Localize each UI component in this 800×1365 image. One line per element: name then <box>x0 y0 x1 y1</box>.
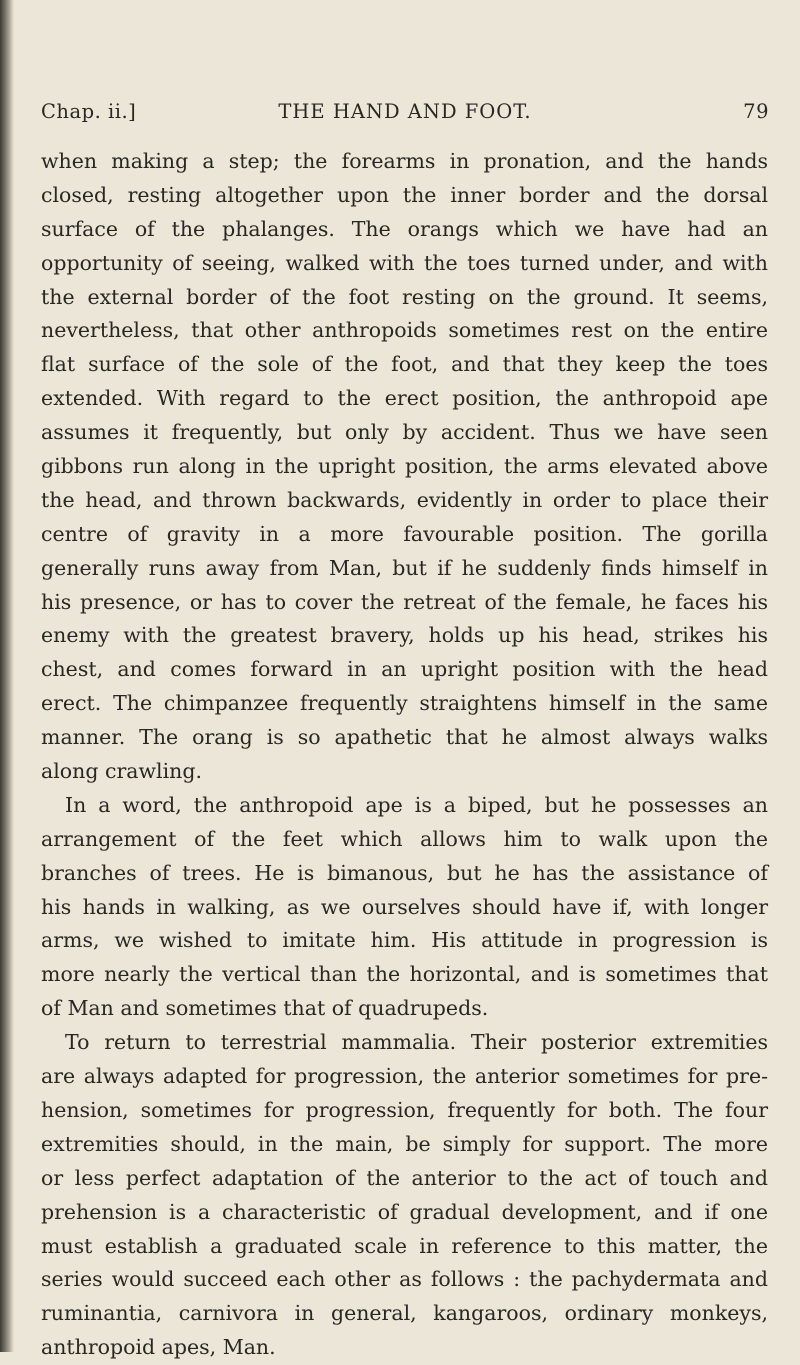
text-line: extended. With regard to the erect position, the anthropoid ape <box>41 386 768 411</box>
text-line: branches of trees. He is bimanous, but he has the assistance of <box>41 860 768 885</box>
text-line: anthropoid apes, Man. <box>41 1335 276 1360</box>
text-line: nevertheless, that other anthropoids sometimes rest on the entire <box>41 318 768 343</box>
text-line: enemy with the greatest bravery, holds up his head, strikes his <box>41 623 768 648</box>
text-line: arms, we wished to imitate him. His attitude in progression is <box>41 928 768 953</box>
text-line: gibbons run along in the upright position, the arms elevated above <box>41 454 768 479</box>
text-line: generally runs away from Man, but if he suddenly finds himself in <box>41 555 768 580</box>
text-line: erect. The chimpanzee frequently straightens himself in the same <box>41 691 768 716</box>
book-spine-edge <box>0 0 14 1352</box>
text-line: centre of gravity in a more favourable position. The gorilla <box>41 521 768 546</box>
chapter-label: Chap. ii.] <box>41 100 137 123</box>
text-line: manner. The orang is so apathetic that he almost always walks <box>41 725 768 750</box>
text-line: along crawling. <box>41 759 202 784</box>
text-line: or less perfect adaptation of the anterior to the act of touch and <box>41 1165 768 1190</box>
paragraph <box>41 789 768 1026</box>
text-line: his hands in walking, as we ourselves should have if, with longer <box>41 894 768 919</box>
text-line: his presence, or has to cover the retreat of the female, he faces his <box>41 589 768 614</box>
running-header <box>41 100 769 132</box>
text-line: closed, resting altogether upon the inner border and the dorsal <box>41 182 768 207</box>
text-line: prehension is a characteristic of gradual development, and if one <box>41 1199 768 1224</box>
text-line: series would succeed each other as follows : the pachydermata and <box>41 1267 768 1292</box>
text-line: arrangement of the feet which allows him to walk upon the <box>41 826 768 851</box>
text-line: chest, and comes forward in an upright position with the head <box>41 657 768 682</box>
text-line: surface of the phalanges. The orangs which we have had an <box>41 216 768 241</box>
text-line: To return to terrestrial mammalia. Their posterior extremities <box>65 1030 768 1055</box>
text-line: the external border of the foot resting on the ground. It seems, <box>41 284 768 309</box>
text-line: assumes it frequently, but only by accident. Thus we have seen <box>41 420 768 445</box>
text-line: the head, and thrown backwards, evidently in order to place their <box>41 487 768 512</box>
text-line: In a word, the anthropoid ape is a biped, but he possesses an <box>65 792 768 817</box>
body-text <box>41 145 768 1365</box>
text-line: flat surface of the sole of the foot, and that they keep the toes <box>41 352 768 377</box>
text-line: are always adapted for progression, the anterior sometimes for pre- <box>41 1064 768 1089</box>
page-number: 79 <box>743 100 769 123</box>
text-line: when making a step; the forearms in pronation, and the hands <box>41 149 768 173</box>
text-line: opportunity of seeing, walked with the toes turned under, and with <box>41 250 768 275</box>
text-line: ruminantia, carnivora in general, kangaroos, ordinary monkeys, <box>41 1301 768 1326</box>
paragraph <box>41 145 768 789</box>
text-line: hension, sometimes for progression, frequently for both. The four <box>41 1097 768 1122</box>
text-line: extremities should, in the main, be simply for support. The more <box>41 1131 768 1156</box>
text-line: of Man and sometimes that of quadrupeds. <box>41 996 489 1021</box>
text-line: more nearly the vertical than the horizontal, and is sometimes that <box>41 962 768 987</box>
running-title: THE HAND AND FOOT. <box>278 100 532 123</box>
paragraph <box>41 1026 768 1365</box>
text-line: must establish a graduated scale in reference to this matter, the <box>41 1233 768 1258</box>
